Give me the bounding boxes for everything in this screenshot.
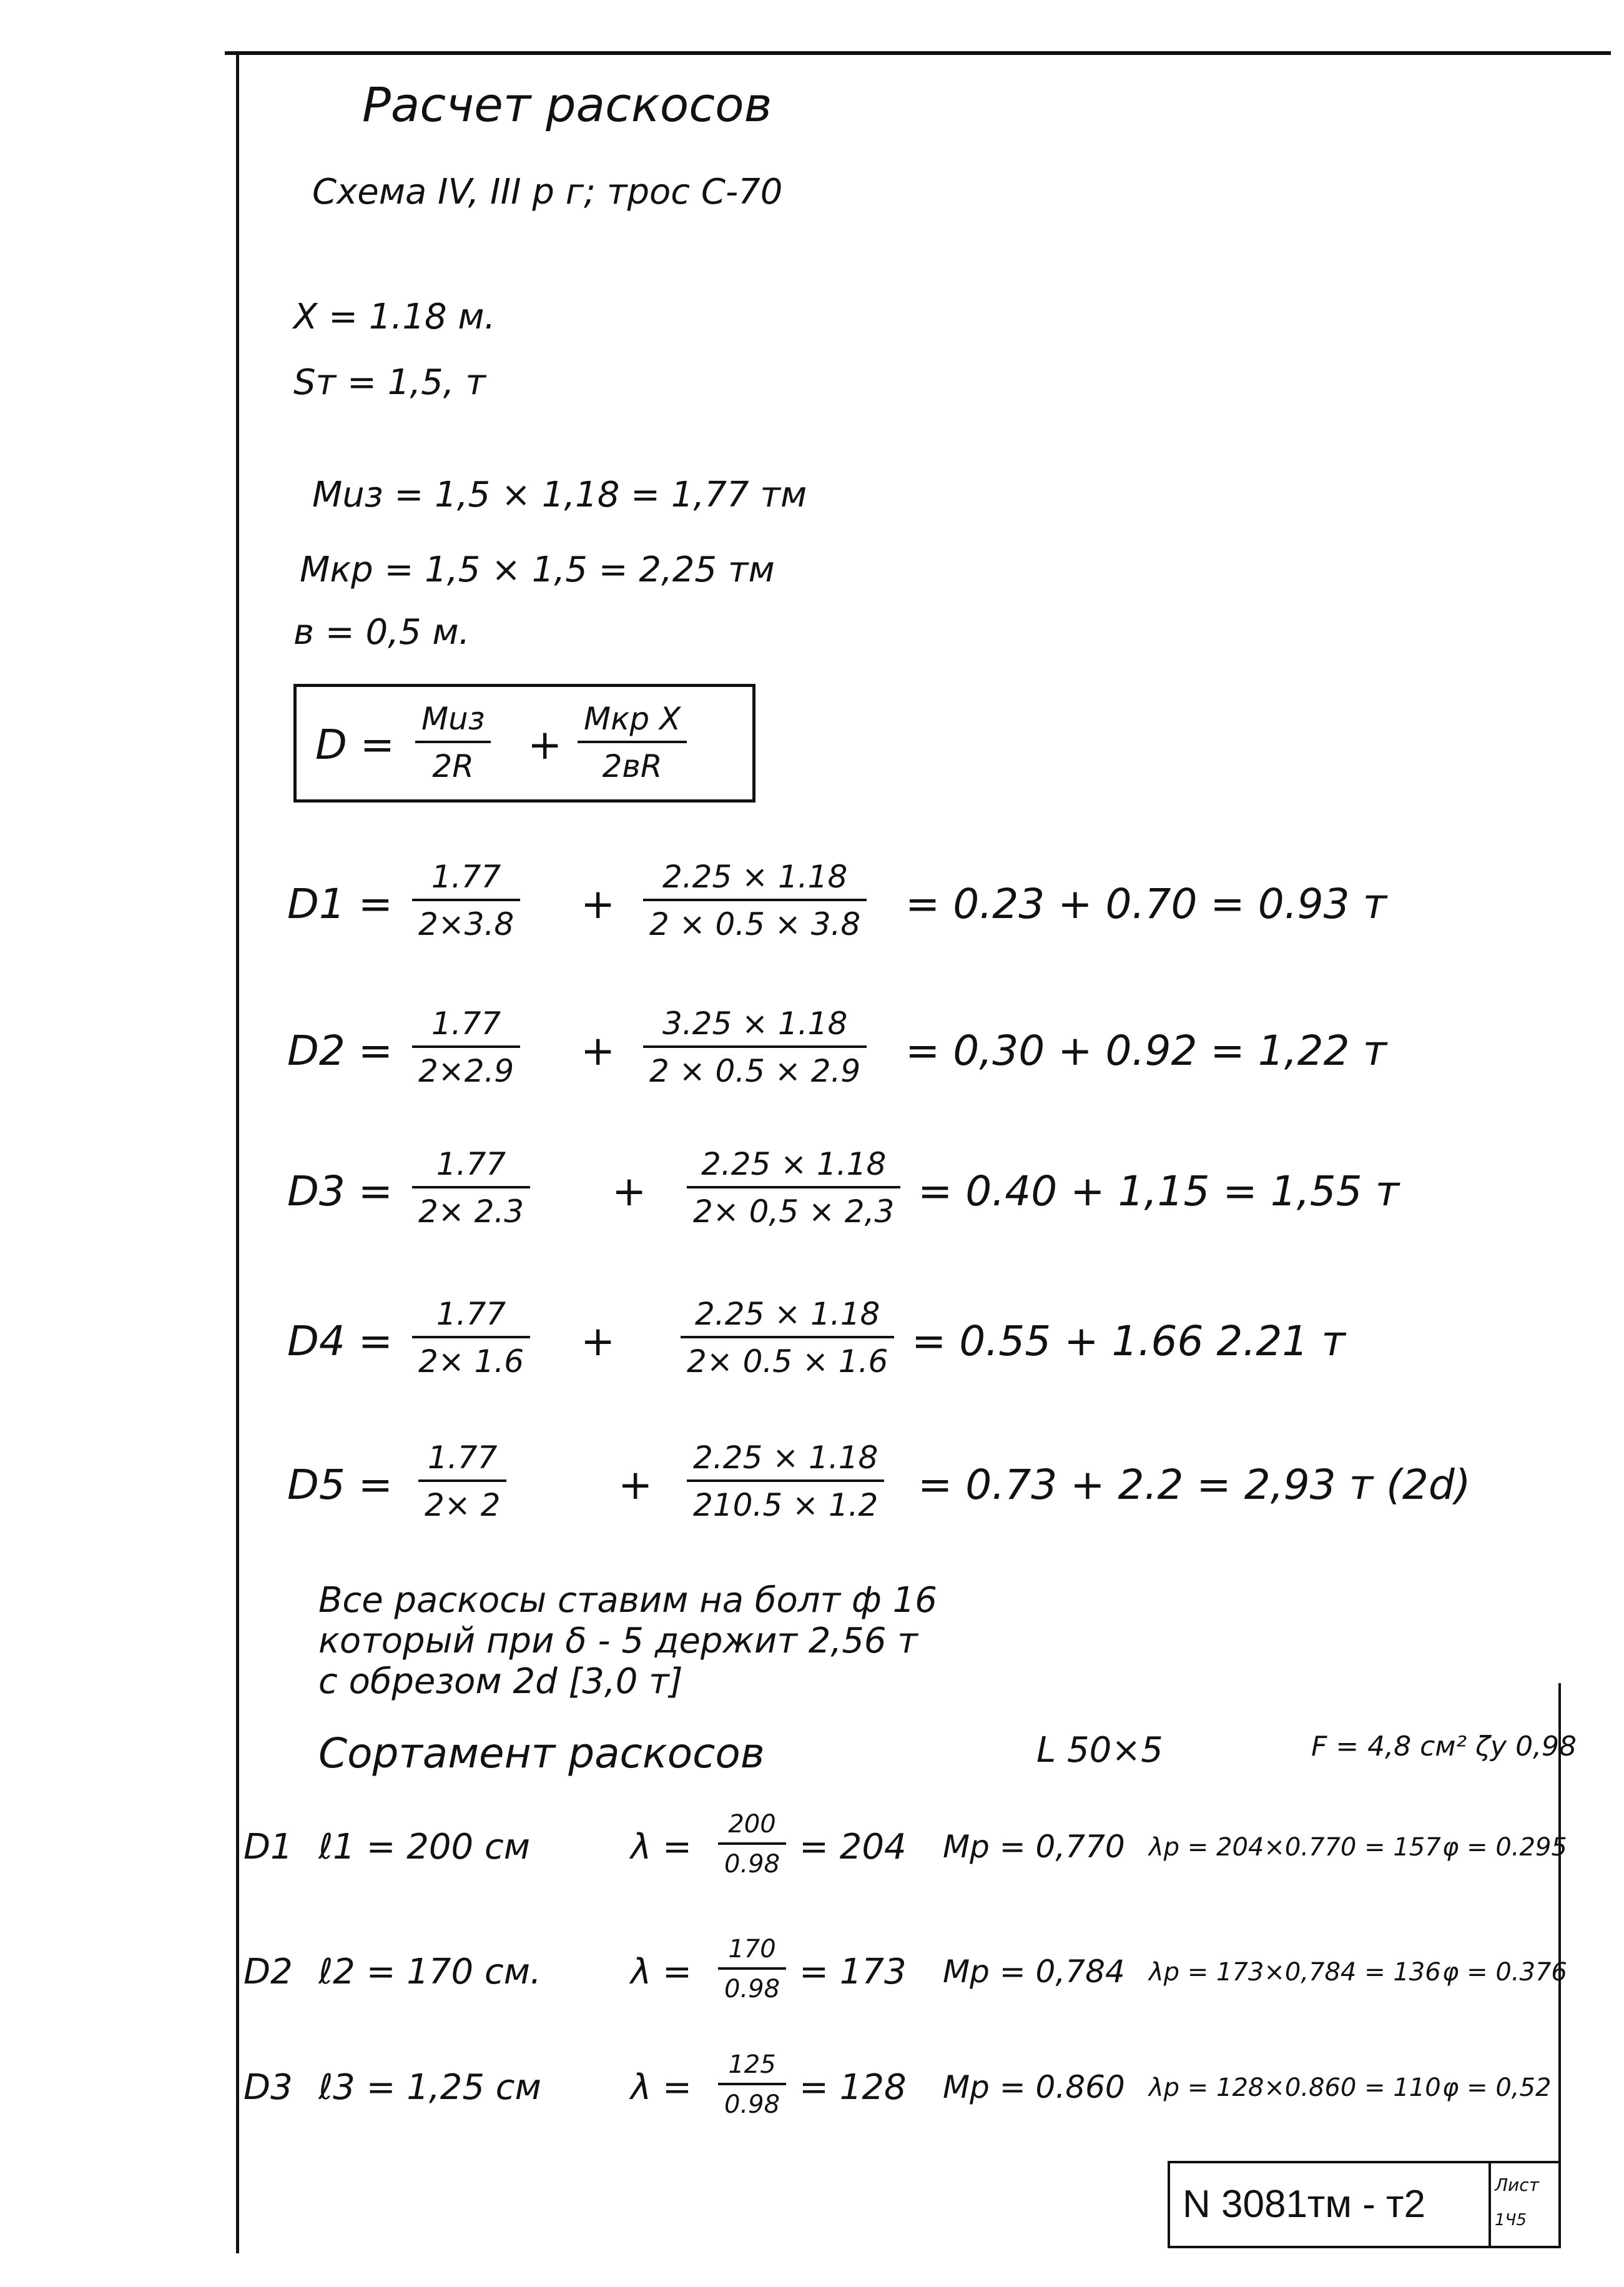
moment-mkr: Мкр = 1,5 × 1,5 = 2,25 тм	[300, 550, 775, 590]
lambda-phi: φ = 0.295	[1442, 1833, 1567, 1862]
note-line-2: который при δ - 5 держит 2,56 т	[318, 1621, 918, 1661]
lambda-reduced: λр = 173×0,784 = 136	[1149, 1958, 1441, 1987]
frac-num: 2.25 × 1.18	[687, 1440, 884, 1482]
sortament-profile: L 50×5	[1036, 1730, 1163, 1771]
d-row-frac-2	[681, 1296, 894, 1380]
frac-den: 0.98	[724, 1975, 780, 2003]
page-title: Расчет раскосов	[362, 77, 772, 132]
lambda-reduced: λр = 128×0.860 = 110	[1149, 2073, 1441, 2102]
lambda-result: = 173	[799, 1952, 907, 1992]
d-row-frac-2	[687, 1440, 884, 1523]
lambda-sym: λ =	[631, 2067, 692, 2108]
d-row-plus: +	[581, 1317, 616, 1365]
d-row-lhs: D2 =	[287, 1027, 393, 1075]
frac-num: 1.77	[412, 1296, 530, 1338]
title-block-stamp	[1168, 2161, 1561, 2248]
frac-num: 2.25 × 1.18	[681, 1296, 894, 1338]
d-row-frac-1	[418, 1440, 506, 1523]
d-row-1	[287, 849, 1561, 956]
lambda-result: = 204	[799, 1827, 907, 1867]
d-row-4	[287, 1287, 1561, 1393]
d-row-lhs: D3 =	[287, 1167, 393, 1215]
frac-num: 1.77	[412, 1005, 520, 1048]
stamp-sheet-label: Лист	[1495, 2175, 1539, 2195]
lambda-d: D1	[244, 1827, 293, 1867]
d-row-plus: +	[612, 1167, 647, 1215]
d-row-frac-2	[687, 1146, 900, 1230]
d-row-result: = 0.55 + 1.66 2.21 т	[912, 1317, 1346, 1365]
frac-den: 210.5 × 1.2	[693, 1487, 878, 1523]
frac-den: 2× 1.6	[418, 1343, 524, 1380]
d-row-result: = 0.23 + 0.70 = 0.93 т	[905, 880, 1387, 928]
lambda-d: D3	[244, 2067, 293, 2108]
d-row-2	[287, 996, 1561, 1102]
d-row-lhs: D1 =	[287, 880, 393, 928]
formula-plus: +	[528, 721, 563, 769]
formula-frac-2	[578, 701, 687, 784]
frac-den: 0.98	[724, 1850, 780, 1879]
lambda-phi: φ = 0.376	[1442, 1958, 1567, 1987]
d-row-frac-1	[412, 1005, 520, 1089]
stamp-sheet-number: 1Ч5	[1495, 2211, 1527, 2230]
frac-num: 1.77	[412, 1146, 530, 1188]
formula-den-2: 2вR	[602, 748, 662, 784]
formula-box	[293, 684, 755, 803]
frac-num: 200	[718, 1810, 786, 1845]
frac-num: 2.25 × 1.18	[643, 859, 867, 901]
param-st: Sт = 1,5, т	[293, 362, 486, 403]
lambda-d: D2	[244, 1952, 293, 1992]
width-b: в = 0,5 м.	[293, 612, 470, 653]
d-row-result: = 0.40 + 1,15 = 1,55 т	[918, 1167, 1400, 1215]
frac-den: 2×3.8	[418, 906, 514, 942]
scheme-line: Схема IV, III р г; трос С-70	[312, 172, 783, 212]
lambda-mu: Мр = 0.860	[943, 2069, 1125, 2105]
frac-den: 2× 2.3	[418, 1193, 524, 1230]
d-row-lhs: D4 =	[287, 1317, 393, 1365]
param-x: X = 1.18 м.	[293, 297, 496, 337]
d-row-frac-2	[643, 859, 867, 942]
lambda-sym: λ =	[631, 1952, 692, 1992]
d-row-3	[287, 1137, 1561, 1243]
formula-den-1: 2R	[432, 748, 474, 784]
d-row-result: = 0.73 + 2.2 = 2,93 т (2d)	[918, 1461, 1471, 1509]
formula-num-1: Мuз	[415, 701, 491, 743]
sortament-area: F = 4,8 см² ζy 0,98	[1311, 1731, 1577, 1762]
lambda-length: ℓ2 = 170 см.	[318, 1952, 541, 1992]
frac-den: 0.98	[724, 2090, 780, 2119]
d-row-plus: +	[581, 880, 616, 928]
d-row-frac-1	[412, 859, 520, 942]
frac-num: 2.25 × 1.18	[687, 1146, 900, 1188]
d-row-frac-1	[412, 1146, 530, 1230]
frac-num: 3.25 × 1.18	[643, 1005, 867, 1048]
note-line-1: Все раскосы ставим на болт ф 16	[318, 1580, 937, 1621]
formula-lhs: D =	[315, 721, 395, 769]
moment-miz: Мuз = 1,5 × 1,18 = 1,77 тм	[312, 475, 807, 515]
lambda-length: ℓ3 = 1,25 см	[318, 2067, 541, 2108]
frac-den: 2 × 0.5 × 3.8	[649, 906, 861, 942]
frac-den: 2×2.9	[418, 1053, 514, 1089]
lambda-reduced: λр = 204×0.770 = 157	[1149, 1833, 1441, 1862]
d-row-plus: +	[581, 1027, 616, 1075]
stamp-code: N 3081тм - т2	[1183, 2183, 1425, 2226]
lambda-mu: Мр = 0,770	[943, 1829, 1125, 1865]
stamp-divider	[1489, 2163, 1491, 2246]
frac-num: 125	[718, 2050, 786, 2085]
formula-num-2: Мкр X	[578, 701, 687, 743]
lambda-frac	[718, 1810, 786, 1879]
lambda-row-3	[244, 2039, 1555, 2133]
frac-den: 2× 2	[425, 1487, 501, 1523]
lambda-mu: Мр = 0,784	[943, 1954, 1125, 1990]
lambda-frac	[718, 2050, 786, 2119]
sortament-label: Сортамент раскосов	[318, 1729, 765, 1777]
lambda-frac	[718, 1935, 786, 2003]
lambda-row-2	[244, 1924, 1567, 2017]
top-rule	[225, 51, 1611, 55]
frac-den: 2× 0,5 × 2,3	[693, 1193, 895, 1230]
d-row-frac-2	[643, 1005, 867, 1089]
d-row-lhs: D5 =	[287, 1461, 393, 1509]
frac-num: 170	[718, 1935, 786, 1970]
note-line-3: с обрезом 2d [3,0 т]	[318, 1661, 683, 1702]
left-margin-rule	[236, 55, 239, 2253]
frac-num: 1.77	[418, 1440, 506, 1482]
lambda-length: ℓ1 = 200 см	[318, 1827, 531, 1867]
frac-den: 2× 0.5 × 1.6	[687, 1343, 888, 1380]
frac-den: 2 × 0.5 × 2.9	[649, 1053, 861, 1089]
formula-frac-1	[415, 701, 491, 784]
lambda-sym: λ =	[631, 1827, 692, 1867]
lambda-row-1	[244, 1799, 1567, 1892]
lambda-result: = 128	[799, 2067, 907, 2108]
d-row-frac-1	[412, 1296, 530, 1380]
lambda-phi: φ = 0,52	[1442, 2073, 1552, 2102]
d-row-5	[287, 1430, 1561, 1536]
d-row-plus: +	[618, 1461, 653, 1509]
d-row-result: = 0,30 + 0.92 = 1,22 т	[905, 1027, 1387, 1075]
frac-num: 1.77	[412, 859, 520, 901]
